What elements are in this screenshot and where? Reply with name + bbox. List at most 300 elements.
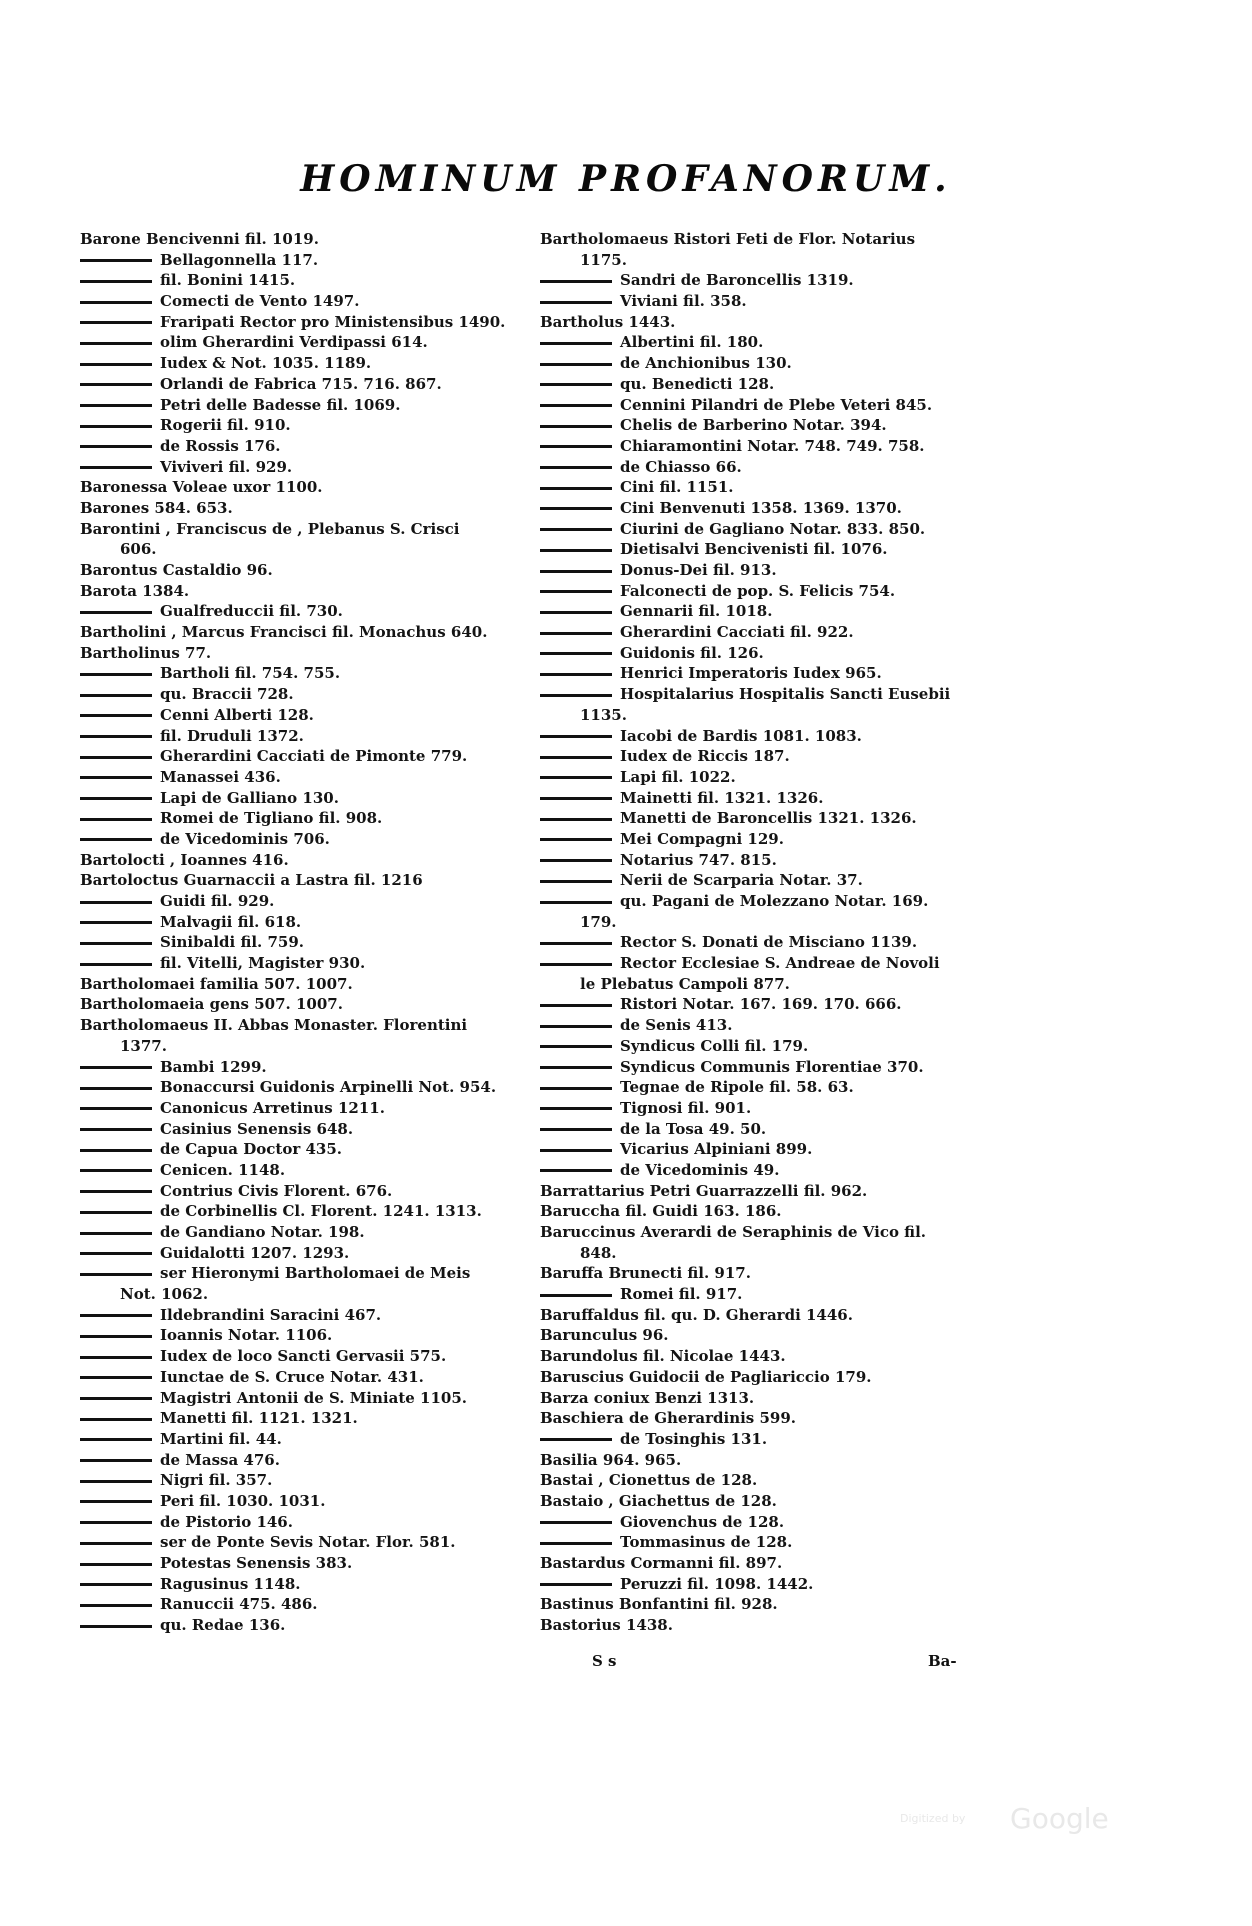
- index-entry: [80, 1036, 525, 1057]
- index-entry: [540, 1594, 980, 1615]
- ditto-dash: [80, 445, 152, 448]
- index-entry-text: Guidalotti 1207. 1293.: [160, 1243, 350, 1262]
- ditto-dash: [80, 942, 152, 945]
- index-entry: [540, 1408, 980, 1429]
- index-entry-text: Bartolocti , Ioannes 416.: [80, 850, 289, 869]
- index-entry: [80, 974, 525, 995]
- index-entry: [540, 353, 980, 374]
- ditto-dash: [80, 1542, 152, 1545]
- index-entry-text: Gherardini Cacciati de Pimonte 779.: [160, 747, 468, 766]
- index-entry: [80, 1532, 525, 1553]
- ditto-dash: [540, 1066, 612, 1069]
- index-entry: [80, 415, 525, 436]
- index-entry: [80, 1429, 525, 1450]
- index-entry: [80, 519, 525, 540]
- index-entry: [80, 560, 525, 581]
- index-entry-text: de Vicedominis 706.: [160, 829, 330, 848]
- ditto-dash: [80, 1563, 152, 1566]
- index-entry-text: Bartholinus 77.: [80, 643, 212, 662]
- index-entry: [80, 870, 525, 891]
- ditto-dash: [80, 1480, 152, 1483]
- index-entry-text: de Corbinellis Cl. Florent. 1241. 1313.: [160, 1202, 482, 1221]
- ditto-dash: [540, 776, 612, 779]
- index-entry: [540, 767, 980, 788]
- ditto-dash: [80, 1500, 152, 1503]
- ditto-dash: [80, 838, 152, 841]
- index-entry: [540, 229, 980, 250]
- ditto-dash: [80, 1397, 152, 1400]
- ditto-dash: [80, 1625, 152, 1628]
- ditto-dash: [540, 818, 612, 821]
- ditto-dash: [540, 1149, 612, 1152]
- ditto-dash: [80, 1438, 152, 1441]
- index-entry: [540, 374, 980, 395]
- index-entry-text: Bonaccursi Guidonis Arpinelli Not. 954.: [160, 1078, 497, 1097]
- index-entry: [80, 1615, 525, 1636]
- index-entry: [80, 726, 525, 747]
- ditto-dash: [540, 1025, 612, 1028]
- index-entry-text: Manetti fil. 1121. 1321.: [160, 1409, 358, 1428]
- ditto-dash: [540, 1583, 612, 1586]
- index-entry: [80, 912, 525, 933]
- ditto-dash: [540, 425, 612, 428]
- ditto-dash: [540, 280, 612, 283]
- ditto-dash: [80, 963, 152, 966]
- index-entry-text: Falconecti de pop. S. Felicis 754.: [620, 581, 896, 600]
- ditto-dash: [80, 1149, 152, 1152]
- ditto-dash: [540, 487, 612, 490]
- index-entry-text: Henrici Imperatoris Iudex 965.: [620, 664, 882, 683]
- index-entry: [80, 746, 525, 767]
- index-entry: [80, 1201, 525, 1222]
- ditto-dash: [80, 404, 152, 407]
- index-entry-text: Ristori Notar. 167. 169. 170. 666.: [620, 995, 902, 1014]
- index-entry-text: Baruffa Brunecti fil. 917.: [540, 1264, 751, 1283]
- index-column-right: [540, 229, 980, 1636]
- index-entry: [80, 1098, 525, 1119]
- index-entry: [80, 850, 525, 871]
- index-entry: [540, 974, 980, 995]
- ditto-dash: [540, 404, 612, 407]
- index-entry-text: Orlandi de Fabrica 715. 716. 867.: [160, 374, 442, 393]
- index-entry: [540, 601, 980, 622]
- index-entry: [540, 1367, 980, 1388]
- ditto-dash: [80, 797, 152, 800]
- index-entry-text: fil. Druduli 1372.: [160, 726, 304, 745]
- index-entry-text: ser Hieronymi Bartholomaei de Meis: [160, 1264, 471, 1283]
- index-entry-text: de Pistorio 146.: [160, 1512, 293, 1531]
- ditto-dash: [80, 1604, 152, 1607]
- index-entry: [80, 601, 525, 622]
- index-entry: [540, 1077, 980, 1098]
- index-entry: [540, 1325, 980, 1346]
- ditto-dash: [80, 714, 152, 717]
- index-entry-text: olim Gherardini Verdipassi 614.: [160, 333, 428, 352]
- index-entry-text: Bartholomaeus II. Abbas Monaster. Florentini: [80, 1016, 468, 1035]
- index-entry-text: Tommasinus de 128.: [620, 1533, 793, 1552]
- index-entry: [540, 291, 980, 312]
- index-entry-text: de Anchionibus 130.: [620, 354, 792, 373]
- index-entry: [80, 498, 525, 519]
- ditto-dash: [540, 901, 612, 904]
- ditto-dash: [540, 1004, 612, 1007]
- ditto-dash: [80, 1356, 152, 1359]
- index-entry-text: 1135.: [580, 705, 627, 724]
- ditto-dash: [540, 445, 612, 448]
- ditto-dash: [540, 942, 612, 945]
- ditto-dash: [540, 735, 612, 738]
- index-entry-text: Iunctae de S. Cruce Notar. 431.: [160, 1367, 424, 1386]
- ditto-dash: [540, 342, 612, 345]
- index-entry-text: Canonicus Arretinus 1211.: [160, 1098, 385, 1117]
- index-entry-text: Notarius 747. 815.: [620, 850, 777, 869]
- index-entry-text: le Plebatus Campoli 877.: [580, 974, 790, 993]
- ditto-dash: [540, 1438, 612, 1441]
- ditto-dash: [80, 383, 152, 386]
- page-title: HOMINUM PROFANORUM.: [300, 158, 952, 200]
- index-entry-text: Bartholomaei familia 507. 1007.: [80, 974, 353, 993]
- index-entry: [80, 1553, 525, 1574]
- index-entry-text: de la Tosa 49. 50.: [620, 1119, 767, 1138]
- index-entry-text: Bastardus Cormanni fil. 897.: [540, 1554, 783, 1572]
- index-entry-text: Chelis de Barberino Notar. 394.: [620, 416, 887, 435]
- index-entry-text: Cenni Alberti 128.: [160, 705, 314, 724]
- index-entry: [80, 663, 525, 684]
- ditto-dash: [80, 1273, 152, 1276]
- index-entry: [80, 1408, 525, 1429]
- index-entry: [540, 1181, 980, 1202]
- index-entry-text: Iudex de Riccis 187.: [620, 747, 790, 766]
- ditto-dash: [540, 466, 612, 469]
- index-entry-text: Iudex & Not. 1035. 1189.: [160, 354, 372, 373]
- ditto-dash: [540, 528, 612, 531]
- index-entry: [80, 374, 525, 395]
- index-entry-text: Peruzzi fil. 1098. 1442.: [620, 1574, 814, 1593]
- ditto-dash: [540, 549, 612, 552]
- index-entry-text: de Tosinghis 131.: [620, 1429, 768, 1448]
- index-entry: [540, 1015, 980, 1036]
- index-entry: [540, 395, 980, 416]
- index-entry-text: Hospitalarius Hospitalis Sancti Eusebii: [620, 685, 951, 704]
- index-entry: [80, 1512, 525, 1533]
- index-entry: [540, 1098, 980, 1119]
- index-entry-text: Casinius Senensis 648.: [160, 1119, 354, 1138]
- index-entry: [540, 684, 980, 705]
- index-entry: [540, 1388, 980, 1409]
- index-entry: [80, 1015, 525, 1036]
- index-entry-text: Barunculus 96.: [540, 1326, 669, 1345]
- index-entry-text: Barontini , Franciscus de , Plebanus S. Crisci: [80, 519, 460, 538]
- index-entry-text: Cini Benvenuti 1358. 1369. 1370.: [620, 498, 902, 517]
- index-entry-text: fil. Vitelli, Magister 930.: [160, 954, 366, 973]
- index-entry-text: Syndicus Communis Florentiae 370.: [620, 1057, 924, 1076]
- watermark-logo: Google: [1010, 1802, 1109, 1835]
- index-entry-text: fil. Bonini 1415.: [160, 271, 296, 290]
- index-entry-text: Cenicen. 1148.: [160, 1160, 286, 1179]
- index-entry-text: Comecti de Vento 1497.: [160, 292, 360, 311]
- page-signature: S s: [592, 1652, 617, 1670]
- index-entry-text: Lapi fil. 1022.: [620, 767, 736, 786]
- index-entry: [80, 312, 525, 333]
- ditto-dash: [80, 1232, 152, 1235]
- index-entry: [80, 581, 525, 602]
- index-entry: [540, 1263, 980, 1284]
- index-entry-text: Barones 584. 653.: [80, 498, 233, 517]
- index-entry: [80, 1077, 525, 1098]
- index-entry-text: Ciurini de Gagliano Notar. 833. 850.: [620, 519, 926, 538]
- index-entry-text: Ioannis Notar. 1106.: [160, 1326, 333, 1345]
- index-entry-text: qu. Braccii 728.: [160, 685, 294, 704]
- index-entry: [540, 1243, 980, 1264]
- index-entry-text: Dietisalvi Bencivenisti fil. 1076.: [620, 540, 888, 559]
- index-entry-text: Romei fil. 917.: [620, 1285, 743, 1304]
- index-entry-text: Guidi fil. 929.: [160, 892, 275, 910]
- index-entry: [540, 1615, 980, 1636]
- index-entry: [80, 1367, 525, 1388]
- index-entry: [540, 477, 980, 498]
- ditto-dash: [80, 259, 152, 262]
- index-entry: [80, 684, 525, 705]
- index-entry-text: ser de Ponte Sevis Notar. Flor. 581.: [160, 1533, 456, 1552]
- index-entry: [80, 1243, 525, 1264]
- index-entry-text: Guidonis fil. 126.: [620, 643, 764, 662]
- ditto-dash: [540, 383, 612, 386]
- index-entry: [80, 1346, 525, 1367]
- index-entry: [80, 457, 525, 478]
- index-entry-text: Cennini Pilandri de Plebe Veteri 845.: [620, 395, 933, 414]
- index-entry-text: Bastinus Bonfantini fil. 928.: [540, 1595, 778, 1614]
- index-entry-text: Bellagonnella 117.: [160, 250, 319, 269]
- index-entry: [540, 1284, 980, 1305]
- index-entry-text: Petri delle Badesse fil. 1069.: [160, 395, 401, 414]
- index-entry-text: Malvagii fil. 618.: [160, 912, 302, 931]
- index-entry: [80, 788, 525, 809]
- ditto-dash: [80, 1190, 152, 1193]
- index-entry: [80, 1450, 525, 1471]
- index-entry: [80, 1181, 525, 1202]
- ditto-dash: [540, 694, 612, 697]
- index-entry: [80, 1119, 525, 1140]
- index-entry-text: Peri fil. 1030. 1031.: [160, 1491, 326, 1510]
- index-entry-text: de Senis 413.: [620, 1016, 733, 1035]
- index-entry: [540, 808, 980, 829]
- index-entry-text: Albertini fil. 180.: [620, 333, 764, 352]
- index-entry-text: Syndicus Colli fil. 179.: [620, 1036, 809, 1055]
- index-entry: [80, 622, 525, 643]
- index-entry: [80, 1574, 525, 1595]
- index-entry: [80, 1388, 525, 1409]
- index-entry-text: Ildebrandini Saracini 467.: [160, 1305, 382, 1324]
- index-entry-text: Chiaramontini Notar. 748. 749. 758.: [620, 436, 925, 455]
- index-entry-text: Mei Compagni 129.: [620, 829, 784, 848]
- ditto-dash: [80, 301, 152, 304]
- index-entry-text: Viviani fil. 358.: [620, 292, 747, 311]
- index-entry: [540, 332, 980, 353]
- index-entry: [80, 932, 525, 953]
- index-entry: [80, 1491, 525, 1512]
- index-entry: [540, 850, 980, 871]
- index-entry-text: Bastai , Cionettus de 128.: [540, 1471, 758, 1490]
- index-entry: [80, 436, 525, 457]
- index-entry: [540, 726, 980, 747]
- index-entry-text: Barontus Castaldio 96.: [80, 561, 273, 579]
- ditto-dash: [540, 756, 612, 759]
- index-entry-text: Gennarii fil. 1018.: [620, 602, 773, 621]
- index-entry-text: Sinibaldi fil. 759.: [160, 933, 305, 952]
- index-entry: [540, 1160, 980, 1181]
- index-entry-text: Ranuccii 475. 486.: [160, 1595, 318, 1614]
- index-entry-text: Bartholomaeus Ristori Feti de Flor. Notarius: [540, 230, 916, 248]
- index-entry: [540, 994, 980, 1015]
- index-entry: [540, 622, 980, 643]
- index-entry: [540, 457, 980, 478]
- index-entry-text: Ragusinus 1148.: [160, 1574, 301, 1593]
- index-entry-text: de Capua Doctor 435.: [160, 1140, 342, 1159]
- index-entry-text: Viviveri fil. 929.: [160, 457, 293, 476]
- ditto-dash: [540, 507, 612, 510]
- index-entry-text: Nigri fil. 357.: [160, 1471, 273, 1490]
- index-entry: [540, 912, 980, 933]
- index-entry: [540, 788, 980, 809]
- index-entry-text: Bastaio , Giachettus de 128.: [540, 1491, 777, 1510]
- index-entry: [80, 1594, 525, 1615]
- ditto-dash: [540, 673, 612, 676]
- ditto-dash: [540, 1294, 612, 1297]
- index-entry: [80, 808, 525, 829]
- index-entry: [80, 539, 525, 560]
- ditto-dash: [540, 963, 612, 966]
- ditto-dash: [80, 1066, 152, 1069]
- ditto-dash: [80, 1583, 152, 1586]
- ditto-dash: [80, 1521, 152, 1524]
- ditto-dash: [80, 1314, 152, 1317]
- index-entry-text: Barundolus fil. Nicolae 1443.: [540, 1347, 786, 1366]
- index-entry: [540, 539, 980, 560]
- ditto-dash: [80, 1459, 152, 1462]
- index-entry: [540, 581, 980, 602]
- ditto-dash: [80, 901, 152, 904]
- ditto-dash: [540, 301, 612, 304]
- index-entry: [540, 663, 980, 684]
- index-entry: [540, 1429, 980, 1450]
- index-entry: [540, 519, 980, 540]
- index-entry-text: Baruscius Guidocii de Pagliariccio 179.: [540, 1367, 872, 1386]
- ditto-dash: [80, 342, 152, 345]
- index-entry-text: de Chiasso 66.: [620, 457, 742, 476]
- index-entry: [540, 436, 980, 457]
- index-entry: [540, 1305, 980, 1326]
- index-entry-text: Magistri Antonii de S. Miniate 1105.: [160, 1388, 467, 1407]
- ditto-dash: [540, 1128, 612, 1131]
- index-entry: [80, 994, 525, 1015]
- ditto-dash: [80, 1376, 152, 1379]
- index-entry-text: Barrattarius Petri Guarrazzelli fil. 962.: [540, 1181, 868, 1200]
- index-entry-text: Bartholi fil. 754. 755.: [160, 664, 341, 683]
- index-entry-text: Barota 1384.: [80, 581, 190, 600]
- ditto-dash: [540, 590, 612, 593]
- ditto-dash: [540, 1087, 612, 1090]
- index-entry: [540, 1057, 980, 1078]
- index-entry: [80, 1160, 525, 1181]
- index-entry: [540, 1512, 980, 1533]
- index-entry: [80, 891, 525, 912]
- index-entry: [80, 1057, 525, 1078]
- ditto-dash: [80, 1128, 152, 1131]
- index-entry-text: Baruffaldus fil. qu. D. Gherardi 1446.: [540, 1305, 853, 1324]
- index-entry: [540, 312, 980, 333]
- ditto-dash: [80, 1087, 152, 1090]
- index-entry-text: Donus-Dei fil. 913.: [620, 561, 777, 579]
- index-entry-text: Bambi 1299.: [160, 1057, 267, 1076]
- ditto-dash: [540, 859, 612, 862]
- index-entry: [540, 829, 980, 850]
- index-entry: [540, 415, 980, 436]
- ditto-dash: [540, 797, 612, 800]
- index-entry: [540, 746, 980, 767]
- index-entry: [80, 291, 525, 312]
- ditto-dash: [540, 1107, 612, 1110]
- index-entry: [540, 1491, 980, 1512]
- index-entry: [80, 643, 525, 664]
- index-entry-text: Bastorius 1438.: [540, 1616, 673, 1635]
- ditto-dash: [540, 632, 612, 635]
- ditto-dash: [540, 880, 612, 883]
- index-entry-text: Gualfreduccii fil. 730.: [160, 602, 343, 621]
- index-entry: [540, 1450, 980, 1471]
- index-entry: [540, 891, 980, 912]
- ditto-dash: [80, 611, 152, 614]
- ditto-dash: [80, 1211, 152, 1214]
- ditto-dash: [80, 1252, 152, 1255]
- index-entry-text: qu. Benedicti 128.: [620, 374, 775, 393]
- watermark-label: Digitized by: [900, 1812, 966, 1825]
- ditto-dash: [80, 280, 152, 283]
- index-entry: [540, 498, 980, 519]
- ditto-dash: [540, 652, 612, 655]
- index-entry-text: Romei de Tigliano fil. 908.: [160, 809, 383, 828]
- index-entry: [540, 705, 980, 726]
- index-entry-text: Iudex de loco Sancti Gervasii 575.: [160, 1347, 447, 1366]
- index-entry-text: Contrius Civis Florent. 676.: [160, 1181, 393, 1200]
- index-entry-text: Fraripati Rector pro Ministensibus 1490.: [160, 312, 506, 331]
- ditto-dash: [80, 921, 152, 924]
- index-entry: [80, 1470, 525, 1491]
- index-entry: [540, 953, 980, 974]
- ditto-dash: [80, 735, 152, 738]
- index-entry: [80, 270, 525, 291]
- index-entry: [540, 1201, 980, 1222]
- ditto-dash: [540, 570, 612, 573]
- index-entry-text: Martini fil. 44.: [160, 1429, 282, 1448]
- index-entry: [540, 1470, 980, 1491]
- index-entry-text: de Vicedominis 49.: [620, 1160, 780, 1179]
- index-entry-text: Barza coniux Benzi 1313.: [540, 1388, 755, 1407]
- index-entry-text: Baronessa Voleae uxor 1100.: [80, 478, 323, 497]
- ditto-dash: [540, 1045, 612, 1048]
- index-entry: [80, 829, 525, 850]
- index-entry: [540, 1139, 980, 1160]
- ditto-dash: [80, 1169, 152, 1172]
- index-entry-text: Baruccinus Averardi de Seraphinis de Vico fil.: [540, 1223, 927, 1241]
- ditto-dash: [540, 1542, 612, 1545]
- index-entry-text: Bartholus 1443.: [540, 312, 676, 331]
- index-entry: [540, 1346, 980, 1367]
- index-entry: [540, 560, 980, 581]
- index-entry: [80, 1325, 525, 1346]
- index-entry-text: Gherardini Cacciati fil. 922.: [620, 623, 854, 642]
- index-entry-text: Tegnae de Ripole fil. 58. 63.: [620, 1078, 854, 1097]
- index-entry: [80, 332, 525, 353]
